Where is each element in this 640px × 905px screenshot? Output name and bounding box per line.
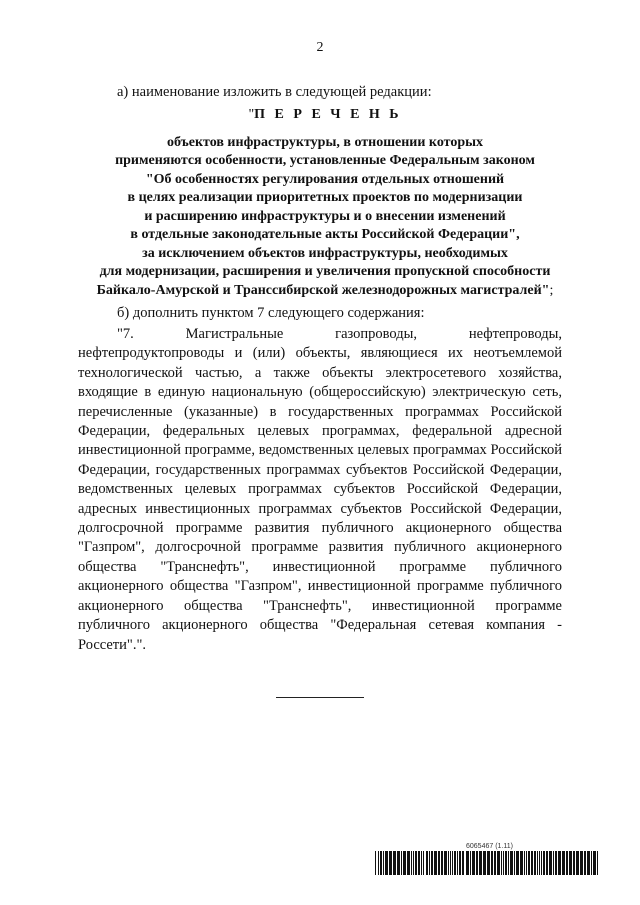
barcode-bar [591, 851, 592, 875]
barcode-bar [426, 851, 428, 875]
barcode-bar [470, 851, 471, 875]
barcode-bar [429, 851, 430, 875]
title-line: "Об особенностях регулирования отдельных отношений [145, 171, 505, 187]
barcode-bar [597, 851, 598, 875]
paragraph-7 [78, 325, 562, 655]
barcode-bar [510, 851, 513, 875]
barcode-bar [520, 851, 523, 875]
barcode-bar [415, 851, 417, 875]
barcode-bar [549, 851, 552, 875]
barcode-bar [580, 851, 583, 875]
barcode-bar [459, 851, 461, 875]
barcode-bar [539, 851, 540, 875]
barcode-bar [479, 851, 482, 875]
barcode-bar [528, 851, 530, 875]
barcode-bar [494, 851, 496, 875]
barcode-bar [431, 851, 433, 875]
barcode-bar [462, 851, 464, 875]
barcode-bar [576, 851, 579, 875]
barcode-bar [378, 851, 379, 875]
barcode-bar [555, 851, 557, 875]
barcode-bar [452, 851, 453, 875]
barcode-bar [587, 851, 590, 875]
barcode-bar [569, 851, 572, 875]
barcode-bar [407, 851, 410, 875]
barcode-bar [503, 851, 504, 875]
barcode-bar [448, 851, 449, 875]
barcode-bar [508, 851, 509, 875]
barcode-bar [505, 851, 507, 875]
barcode-bar [573, 851, 575, 875]
barcode-bar [566, 851, 568, 875]
barcode-bar [524, 851, 525, 875]
barcode-bar [413, 851, 414, 875]
barcode-bar [375, 851, 376, 875]
barcode [375, 851, 601, 875]
barcode-bar [543, 851, 545, 875]
barcode-bar [454, 851, 456, 875]
barcode-bar [584, 851, 586, 875]
title-line: применяются особенности, установленные Федеральным законом [115, 153, 535, 168]
list-title-block [70, 106, 580, 300]
barcode-bar [397, 851, 400, 875]
barcode-bar [472, 851, 475, 875]
barcode-bar [558, 851, 561, 875]
barcode-bar [553, 851, 554, 875]
barcode-bar [497, 851, 500, 875]
barcode-bar [491, 851, 493, 875]
barcode-bar [423, 851, 424, 875]
barcode-bar [444, 851, 447, 875]
barcode-bar [593, 851, 596, 875]
title-line: для модернизации, расширения и увеличения пропускной способности [99, 264, 551, 279]
title-line: и расширению инфраструктуры и о внесении изменений [144, 208, 506, 224]
barcode-bar [537, 851, 538, 875]
barcode-bar [393, 851, 396, 875]
document-code: 6065467 (1.11) [466, 843, 513, 850]
heading-word: П Е Р Е Ч Е Н Ь [254, 107, 402, 122]
title-line: объектов инфраструктуры, в отношении которых [166, 134, 484, 150]
title-last-line-text: Байкало-Амурской и Транссибирской железнодорожных магистралей" [96, 282, 550, 298]
end-separator-line [276, 697, 364, 698]
title-last-line [70, 282, 580, 301]
barcode-bar [541, 851, 542, 875]
barcode-bar [526, 851, 527, 875]
barcode-bar [421, 851, 422, 875]
opening-quote: " [248, 107, 255, 122]
barcode-bar [487, 851, 490, 875]
barcode-bar [380, 851, 382, 875]
barcode-bar [401, 851, 402, 875]
barcode-bar [466, 851, 469, 875]
list-heading [70, 106, 580, 125]
barcode-bar [534, 851, 536, 875]
barcode-bar [403, 851, 406, 875]
barcode-bar [441, 851, 443, 875]
item-a-text: а) наименование изложить в следующей редакции: [117, 84, 432, 100]
page-number: 2 [316, 40, 324, 55]
barcode-bar [562, 851, 565, 875]
barcode-bar [385, 851, 388, 875]
barcode-bar [514, 851, 515, 875]
barcode-bar [450, 851, 451, 875]
barcode-bar [438, 851, 440, 875]
title-line: за исключением объектов инфраструктуры, необходимых [142, 245, 508, 261]
title-line: в отдельные законодательные акты Российской Федерации", [130, 227, 520, 242]
barcode-bar [546, 851, 548, 875]
title-line: в целях реализации приоритетных проектов по модернизации [127, 190, 523, 205]
barcode-bar [457, 851, 458, 875]
barcode-bar [476, 851, 478, 875]
barcode-bar [516, 851, 519, 875]
barcode-bar [531, 851, 533, 875]
barcode-bar [389, 851, 392, 875]
barcode-bar [483, 851, 486, 875]
paragraph-7-text: "7. Магистральные газопроводы, нефтепроводы, нефтепродуктопроводы и (или) объекты, являющиеся их неотъемлемой технологической частью, а также объекты электросетевого хозяйства, входящие в единую национальную (общероссийскую) электрическую сеть, перечисленные (указанные) в государственных программах Российской Федерации, федеральных целевых программах, федеральной адресной инвестиционной программе, ведомственных целевых программах Российской Федерации, государственных программах субъектов Российской Федерации, ведомственных целевых программах субъектов Российской Федерации, адресных инвестиционных программах субъектов Российской Федерации, долгосрочной программе развития публичного акционерного общества "Газпром", долгосрочной программе развития публичного акционерного общества "Транснефть", инвестиционной программе публичного акционерного общества "Газпром", инвестиционной программе публичного акционерного общества "Транснефть", инвестиционной программе публичного акционерного общества "Федеральная сетевая компания - Россети".". [78, 326, 562, 653]
barcode-bar [434, 851, 437, 875]
barcode-bar [383, 851, 384, 875]
barcode-bar [501, 851, 502, 875]
barcode-bar [411, 851, 412, 875]
title-last-line-tail: ; [549, 282, 554, 298]
barcode-bar [418, 851, 420, 875]
item-b-text: б) дополнить пунктом 7 следующего содержания: [117, 305, 425, 321]
